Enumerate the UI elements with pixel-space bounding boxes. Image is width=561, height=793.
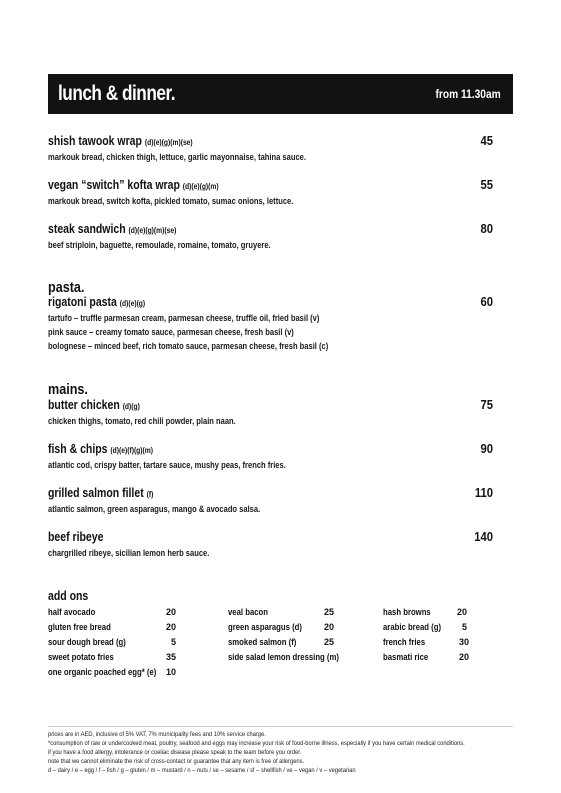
allergen-codes: (d)(g) <box>122 402 140 411</box>
pasta-option: pink sauce – creamy tomato sauce, parmesan cheese, fresh basil (v) <box>48 327 294 337</box>
pasta-option: bolognese – minced beef, rich tomato sauce, parmesan cheese, fresh basil (c) <box>48 341 329 351</box>
menu-item-name: shish tawook wrap (d)(e)(g)(m)(se) <box>48 134 193 148</box>
menu-item-description: chicken thighs, tomato, red chili powder, plain naan. <box>48 416 236 426</box>
menu-item-price: 75 <box>480 398 493 412</box>
addon-price: 10 <box>165 667 176 677</box>
addon-name: sweet potato fries <box>48 652 114 662</box>
addon-name: french fries <box>383 637 426 647</box>
addon-price: 20 <box>323 622 334 632</box>
addon-price: 20 <box>165 607 176 617</box>
addon-price: 35 <box>165 652 176 662</box>
addon-price: 20 <box>458 652 469 662</box>
allergen-codes: (d)(e)(g)(m)(se) <box>128 226 177 235</box>
allergen-codes: (d)(e)(f)(g)(m) <box>110 446 153 455</box>
allergen-codes: (d)(e)(g)(m)(se) <box>144 138 193 147</box>
menu-item-description: markouk bread, chicken thigh, lettuce, garlic mayonnaise, tahina sauce. <box>48 152 306 162</box>
addon-price: 20 <box>165 622 176 632</box>
addon-price: 25 <box>323 607 334 617</box>
header-banner <box>48 74 513 114</box>
addon-name: basmati rice <box>383 652 429 662</box>
menu-item-price: 45 <box>480 134 493 148</box>
footer-divider <box>48 726 513 727</box>
footer-note: note that we cannot eliminate the risk of cross-contact or guarantee that any item is free of allergens. <box>48 758 305 765</box>
menu-item-description: chargrilled ribeye, sicilian lemon herb sauce. <box>48 548 210 558</box>
menu-title: lunch & dinner. <box>58 82 176 105</box>
footer-note: if you have a food allergy, intolerance or coeliac disease please speak to the team before you order. <box>48 749 302 756</box>
menu-item-name: fish & chips (d)(e)(f)(g)(m) <box>48 442 153 456</box>
addon-name: veal bacon <box>228 607 269 617</box>
addon-price: 5 <box>461 622 467 632</box>
footer-note: *consumption of raw or undercooked meat, poultry, seafood and eggs may increase your risk of food-borne illness, especially if you have certain medical conditions. <box>48 740 465 747</box>
menu-item-name: grilled salmon fillet (f) <box>48 486 154 500</box>
section-title-mains: mains. <box>48 381 88 398</box>
section-title-pasta: pasta. <box>48 279 85 296</box>
addon-name: green asparagus (d) <box>228 622 302 632</box>
allergen-codes: (d)(e)(g) <box>119 299 146 308</box>
addon-name: half avocado <box>48 607 96 617</box>
allergen-codes: (f) <box>146 490 154 499</box>
footer-note: prices are in AED, inclusive of 5% VAT, 7% municipality fees and 10% service charge. <box>48 731 266 738</box>
menu-item-description: atlantic salmon, green asparagus, mango & avocado salsa. <box>48 504 261 514</box>
menu-item-name: butter chicken (d)(g) <box>48 398 140 412</box>
menu-item-description: beef striploin, baguette, remoulade, romaine, tomato, gruyere. <box>48 240 271 250</box>
menu-item-price: 55 <box>480 178 493 192</box>
addon-name: hash browns <box>383 607 431 617</box>
menu-item-price: 140 <box>474 530 493 544</box>
addon-price: 20 <box>456 607 467 617</box>
addon-price: 5 <box>170 637 176 647</box>
addon-price: 25 <box>323 637 334 647</box>
serving-time: from 11.30am <box>435 87 501 101</box>
addon-name: side salad lemon dressing (m) <box>228 652 339 662</box>
addon-name: smoked salmon (f) <box>228 637 297 647</box>
menu-item-price: 80 <box>480 222 493 236</box>
addon-name: one organic poached egg* (e) <box>48 667 157 677</box>
menu-item-name: rigatoni pasta (d)(e)(g) <box>48 295 146 309</box>
allergen-legend: d – dairy / e – egg / f – fish / g – gluten / m – mustard / n – nuts / se – sesame / sf – shellfish / ve – vegan / v – vegetarian <box>48 767 356 774</box>
addon-price: 30 <box>458 637 469 647</box>
menu-item-price: 90 <box>480 442 493 456</box>
addon-name: gluten free bread <box>48 622 111 632</box>
menu-item-description: atlantic cod, crispy batter, tartare sauce, mushy peas, french fries. <box>48 460 286 470</box>
addon-name: sour dough bread (g) <box>48 637 126 647</box>
allergen-codes: (d)(e)(g)(m) <box>182 182 219 191</box>
menu-item-name: vegan “switch” kofta wrap (d)(e)(g)(m) <box>48 178 219 192</box>
menu-item-price: 110 <box>474 486 493 500</box>
menu-item-name: steak sandwich (d)(e)(g)(m)(se) <box>48 222 177 236</box>
pasta-option: tartufo – truffle parmesan cream, parmesan cheese, truffle oil, fried basil (v) <box>48 313 320 323</box>
section-title-addons: add ons <box>48 589 89 603</box>
addon-name: arabic bread (g) <box>383 622 442 632</box>
menu-item-name: beef ribeye <box>48 530 104 544</box>
menu-item-description: markouk bread, switch kofta, pickled tomato, sumac onions, lettuce. <box>48 196 294 206</box>
menu-item-price: 60 <box>480 295 493 309</box>
